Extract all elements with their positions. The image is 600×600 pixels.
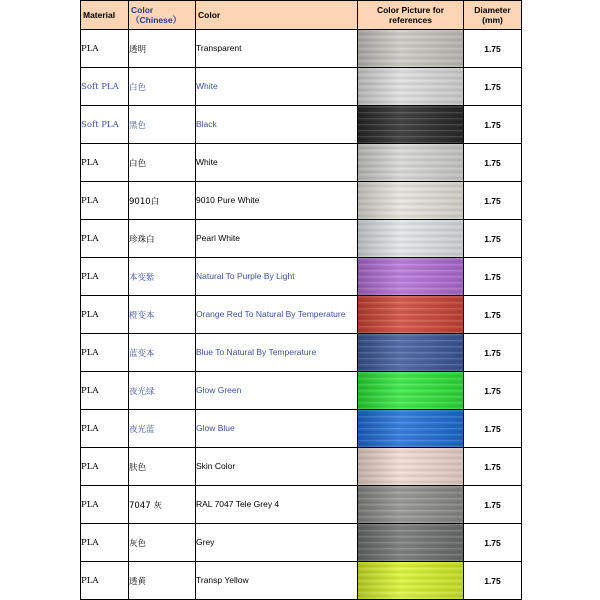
color-chinese-cell: 白色 — [129, 68, 196, 106]
color-picture-cell — [358, 68, 464, 106]
color-picture-cell — [358, 334, 464, 372]
color-name-cell: Grey — [196, 524, 358, 562]
diameter-cell: 1.75 — [464, 30, 522, 68]
color-chinese-cell: 黑色 — [129, 106, 196, 144]
diameter-cell: 1.75 — [464, 334, 522, 372]
diameter-cell: 1.75 — [464, 182, 522, 220]
color-picture-cell — [358, 410, 464, 448]
color-header: Color — [196, 1, 358, 30]
color-name-cell: Pearl White — [196, 220, 358, 258]
table-row — [81, 410, 522, 448]
table-row — [81, 182, 522, 220]
diameter-cell: 1.75 — [464, 486, 522, 524]
filament-swatch-image — [358, 296, 463, 333]
color-picture-cell — [358, 562, 464, 600]
material-cell: PLA — [81, 524, 129, 562]
color-name-cell: Natural To Purple By Light — [196, 258, 358, 296]
material-cell: PLA — [81, 220, 129, 258]
filament-swatch-image — [358, 410, 463, 447]
color-picture-cell — [358, 30, 464, 68]
filament-swatch-image — [358, 562, 463, 599]
color-name-cell: Orange Red To Natural By Temperature — [196, 296, 358, 334]
color-chinese-cell: 透明 — [129, 30, 196, 68]
filament-swatch-image — [358, 182, 463, 219]
color-chinese-cell: 珍珠白 — [129, 220, 196, 258]
table-row — [81, 524, 522, 562]
color-name-cell: 9010 Pure White — [196, 182, 358, 220]
material-cell: PLA — [81, 334, 129, 372]
filament-swatch-image — [358, 220, 463, 257]
table-row — [81, 372, 522, 410]
diameter-cell: 1.75 — [464, 448, 522, 486]
color-name-cell: RAL 7047 Tele Grey 4 — [196, 486, 358, 524]
color-chinese-cell: 夜光蓝 — [129, 410, 196, 448]
material-cell: Soft PLA — [81, 106, 129, 144]
table-row — [81, 68, 522, 106]
color-name-cell: Skin Color — [196, 448, 358, 486]
diameter-cell: 1.75 — [464, 562, 522, 600]
color-name-cell: Black — [196, 106, 358, 144]
color-name-cell: Transp Yellow — [196, 562, 358, 600]
color-picture-cell — [358, 220, 464, 258]
color-picture-cell — [358, 372, 464, 410]
material-cell: PLA — [81, 410, 129, 448]
color-picture-cell — [358, 448, 464, 486]
table-row — [81, 448, 522, 486]
diameter-header: Diameter (mm) — [464, 1, 522, 30]
diameter-cell: 1.75 — [464, 410, 522, 448]
color-chinese-header: Color （Chinese） — [129, 1, 196, 30]
filament-swatch-image — [358, 372, 463, 409]
diameter-cell: 1.75 — [464, 258, 522, 296]
color-name-cell: Glow Blue — [196, 410, 358, 448]
filament-swatch-image — [358, 334, 463, 371]
material-cell: PLA — [81, 448, 129, 486]
material-cell: PLA — [81, 258, 129, 296]
material-cell: PLA — [81, 372, 129, 410]
filament-spec-table — [80, 0, 522, 600]
color-name-cell: White — [196, 68, 358, 106]
material-cell: PLA — [81, 182, 129, 220]
color-chinese-cell: 透黄 — [129, 562, 196, 600]
color-chinese-cell: 本变紫 — [129, 258, 196, 296]
diameter-cell: 1.75 — [464, 524, 522, 562]
color-picture-cell — [358, 258, 464, 296]
diameter-cell: 1.75 — [464, 220, 522, 258]
header-row — [81, 1, 522, 30]
filament-swatch-image — [358, 144, 463, 181]
table-row — [81, 562, 522, 600]
table-row — [81, 258, 522, 296]
color-picture-cell — [358, 144, 464, 182]
material-cell: Soft PLA — [81, 68, 129, 106]
diameter-cell: 1.75 — [464, 68, 522, 106]
table-row — [81, 220, 522, 258]
material-header: Material — [81, 1, 129, 30]
color-chinese-cell: 9010白 — [129, 182, 196, 220]
color-chinese-cell: 白色 — [129, 144, 196, 182]
color-picture-cell — [358, 524, 464, 562]
table-row — [81, 106, 522, 144]
table-row — [81, 296, 522, 334]
filament-swatch-image — [358, 258, 463, 295]
filament-swatch-image — [358, 524, 463, 561]
material-cell: PLA — [81, 144, 129, 182]
table-row — [81, 30, 522, 68]
diameter-cell: 1.75 — [464, 296, 522, 334]
diameter-cell: 1.75 — [464, 106, 522, 144]
color-picture-cell — [358, 106, 464, 144]
color-name-cell: White — [196, 144, 358, 182]
color-chinese-cell: 橙变本 — [129, 296, 196, 334]
color-picture-header: Color Picture for references — [358, 1, 464, 30]
filament-swatch-image — [358, 106, 463, 143]
color-chinese-cell: 灰色 — [129, 524, 196, 562]
table-row — [81, 486, 522, 524]
material-cell: PLA — [81, 486, 129, 524]
color-name-cell: Glow Green — [196, 372, 358, 410]
table-row — [81, 334, 522, 372]
material-cell: PLA — [81, 562, 129, 600]
diameter-cell: 1.75 — [464, 144, 522, 182]
filament-swatch-image — [358, 30, 463, 67]
color-chinese-cell: 7047 灰 — [129, 486, 196, 524]
color-name-cell: Transparent — [196, 30, 358, 68]
filament-swatch-image — [358, 486, 463, 523]
filament-swatch-image — [358, 448, 463, 485]
color-chinese-cell: 肤色 — [129, 448, 196, 486]
material-cell: PLA — [81, 30, 129, 68]
color-picture-cell — [358, 486, 464, 524]
filament-swatch-image — [358, 68, 463, 105]
material-cell: PLA — [81, 296, 129, 334]
color-picture-cell — [358, 296, 464, 334]
diameter-cell: 1.75 — [464, 372, 522, 410]
color-picture-cell — [358, 182, 464, 220]
color-chinese-cell: 夜光绿 — [129, 372, 196, 410]
table-row — [81, 144, 522, 182]
color-name-cell: Blue To Natural By Temperature — [196, 334, 358, 372]
color-chinese-cell: 蓝变本 — [129, 334, 196, 372]
